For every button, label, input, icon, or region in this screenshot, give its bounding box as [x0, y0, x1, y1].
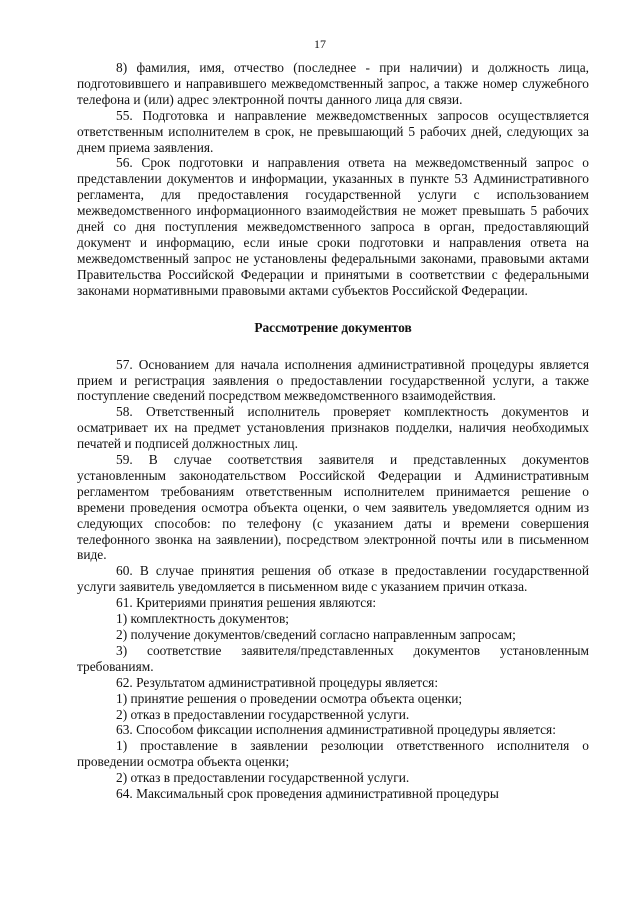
paragraph-item-8: 8) фамилия, имя, отчество (последнее - при наличии) и должность лица, подготовившего и направившего межведомственный запрос, а также номер служебного телефона и (или) адрес электронной почты данного лица для связи. [77, 60, 589, 107]
paragraph-63: 63. Способом фиксации исполнения административной процедуры является: [116, 722, 556, 738]
criteria-item-3: 3) соответствие заявителя/представленных документов установленным требованиям. [77, 642, 589, 674]
paragraph-58: 58. Ответственный исполнитель проверяет комплектность документов и осматривает их на предмет установления признаков подделки, наличия необходимых печатей и подписей должностных лиц. [77, 404, 589, 452]
paragraph-64: 64. Максимальный срок проведения административной процедуры [116, 786, 499, 802]
paragraph-60: 60. В случае принятия решения об отказе в предоставлении государственной услуги заявитель уведомляется в письменном виде с указанием причин отказа. [77, 563, 589, 595]
result-item-2: 2) отказ в предоставлении государственной услуги. [116, 706, 410, 722]
paragraph-55: 55. Подготовка и направление межведомственных запросов осуществляется ответственным исполнителем в срок, не превышающий 5 рабочих дней, следующих за днем приема заявления. [77, 107, 589, 155]
fixation-item-1: 1) проставление в заявлении резолюции ответственного исполнителя о проведении осмотра объекта оценки; [77, 738, 589, 770]
page-number: 17 [314, 37, 326, 51]
criteria-item-1: 1) комплектность документов; [116, 611, 289, 627]
paragraph-62: 62. Результатом административной процедуры является: [116, 674, 439, 690]
fixation-item-2: 2) отказ в предоставлении государственной услуги. [116, 770, 410, 786]
section-heading: Рассмотрение документов [254, 319, 412, 335]
criteria-item-2: 2) получение документов/сведений согласно направленным запросам; [116, 627, 516, 642]
paragraph-56: 56. Срок подготовки и направления ответа на межведомственный запрос о представлении документов и информации, указанных в пункте 53 Административного регламента, для предоставления государственной услуги с использованием межведомственного информационного взаимодействия не может превышать 5 рабочих дней со дня поступления межведомственного запроса в орган, предоставляющий документ и информацию, если иные сроки подготовки и направления ответа на межведомственный запрос не установлены федеральными законами, правовыми актами Правительства Российской Федерации и принятыми в соответствии с федеральными законами нормативными правовыми актами субъектов Российской Федерации. [77, 155, 589, 298]
result-item-1: 1) принятие решения о проведении осмотра объекта оценки; [116, 690, 463, 706]
paragraph-59: 59. В случае соответствия заявителя и представленных документов установленным законодательством Российской Федерации и Административным регламентом требованиям ответственным исполнителем принимается решение о времени проведения осмотра объекта оценки, о чем заявитель уведомляется одним из следующих способов: по телефону (с указанием даты и времени совершения телефонного звонка на заявлении), посредством электронной почты или в письменном виде. [77, 452, 589, 563]
paragraph-57: 57. Основанием для начала исполнения административной процедуры является прием и регистрация заявления о предоставлении государственной услуги, а также поступление сведений посредством межведомственного взаимодействия. [77, 356, 589, 404]
document-body [77, 60, 589, 802]
spacer [77, 346, 589, 357]
paragraph-61: 61. Критериями принятия решения являются: [116, 595, 377, 611]
spacer [77, 299, 589, 310]
